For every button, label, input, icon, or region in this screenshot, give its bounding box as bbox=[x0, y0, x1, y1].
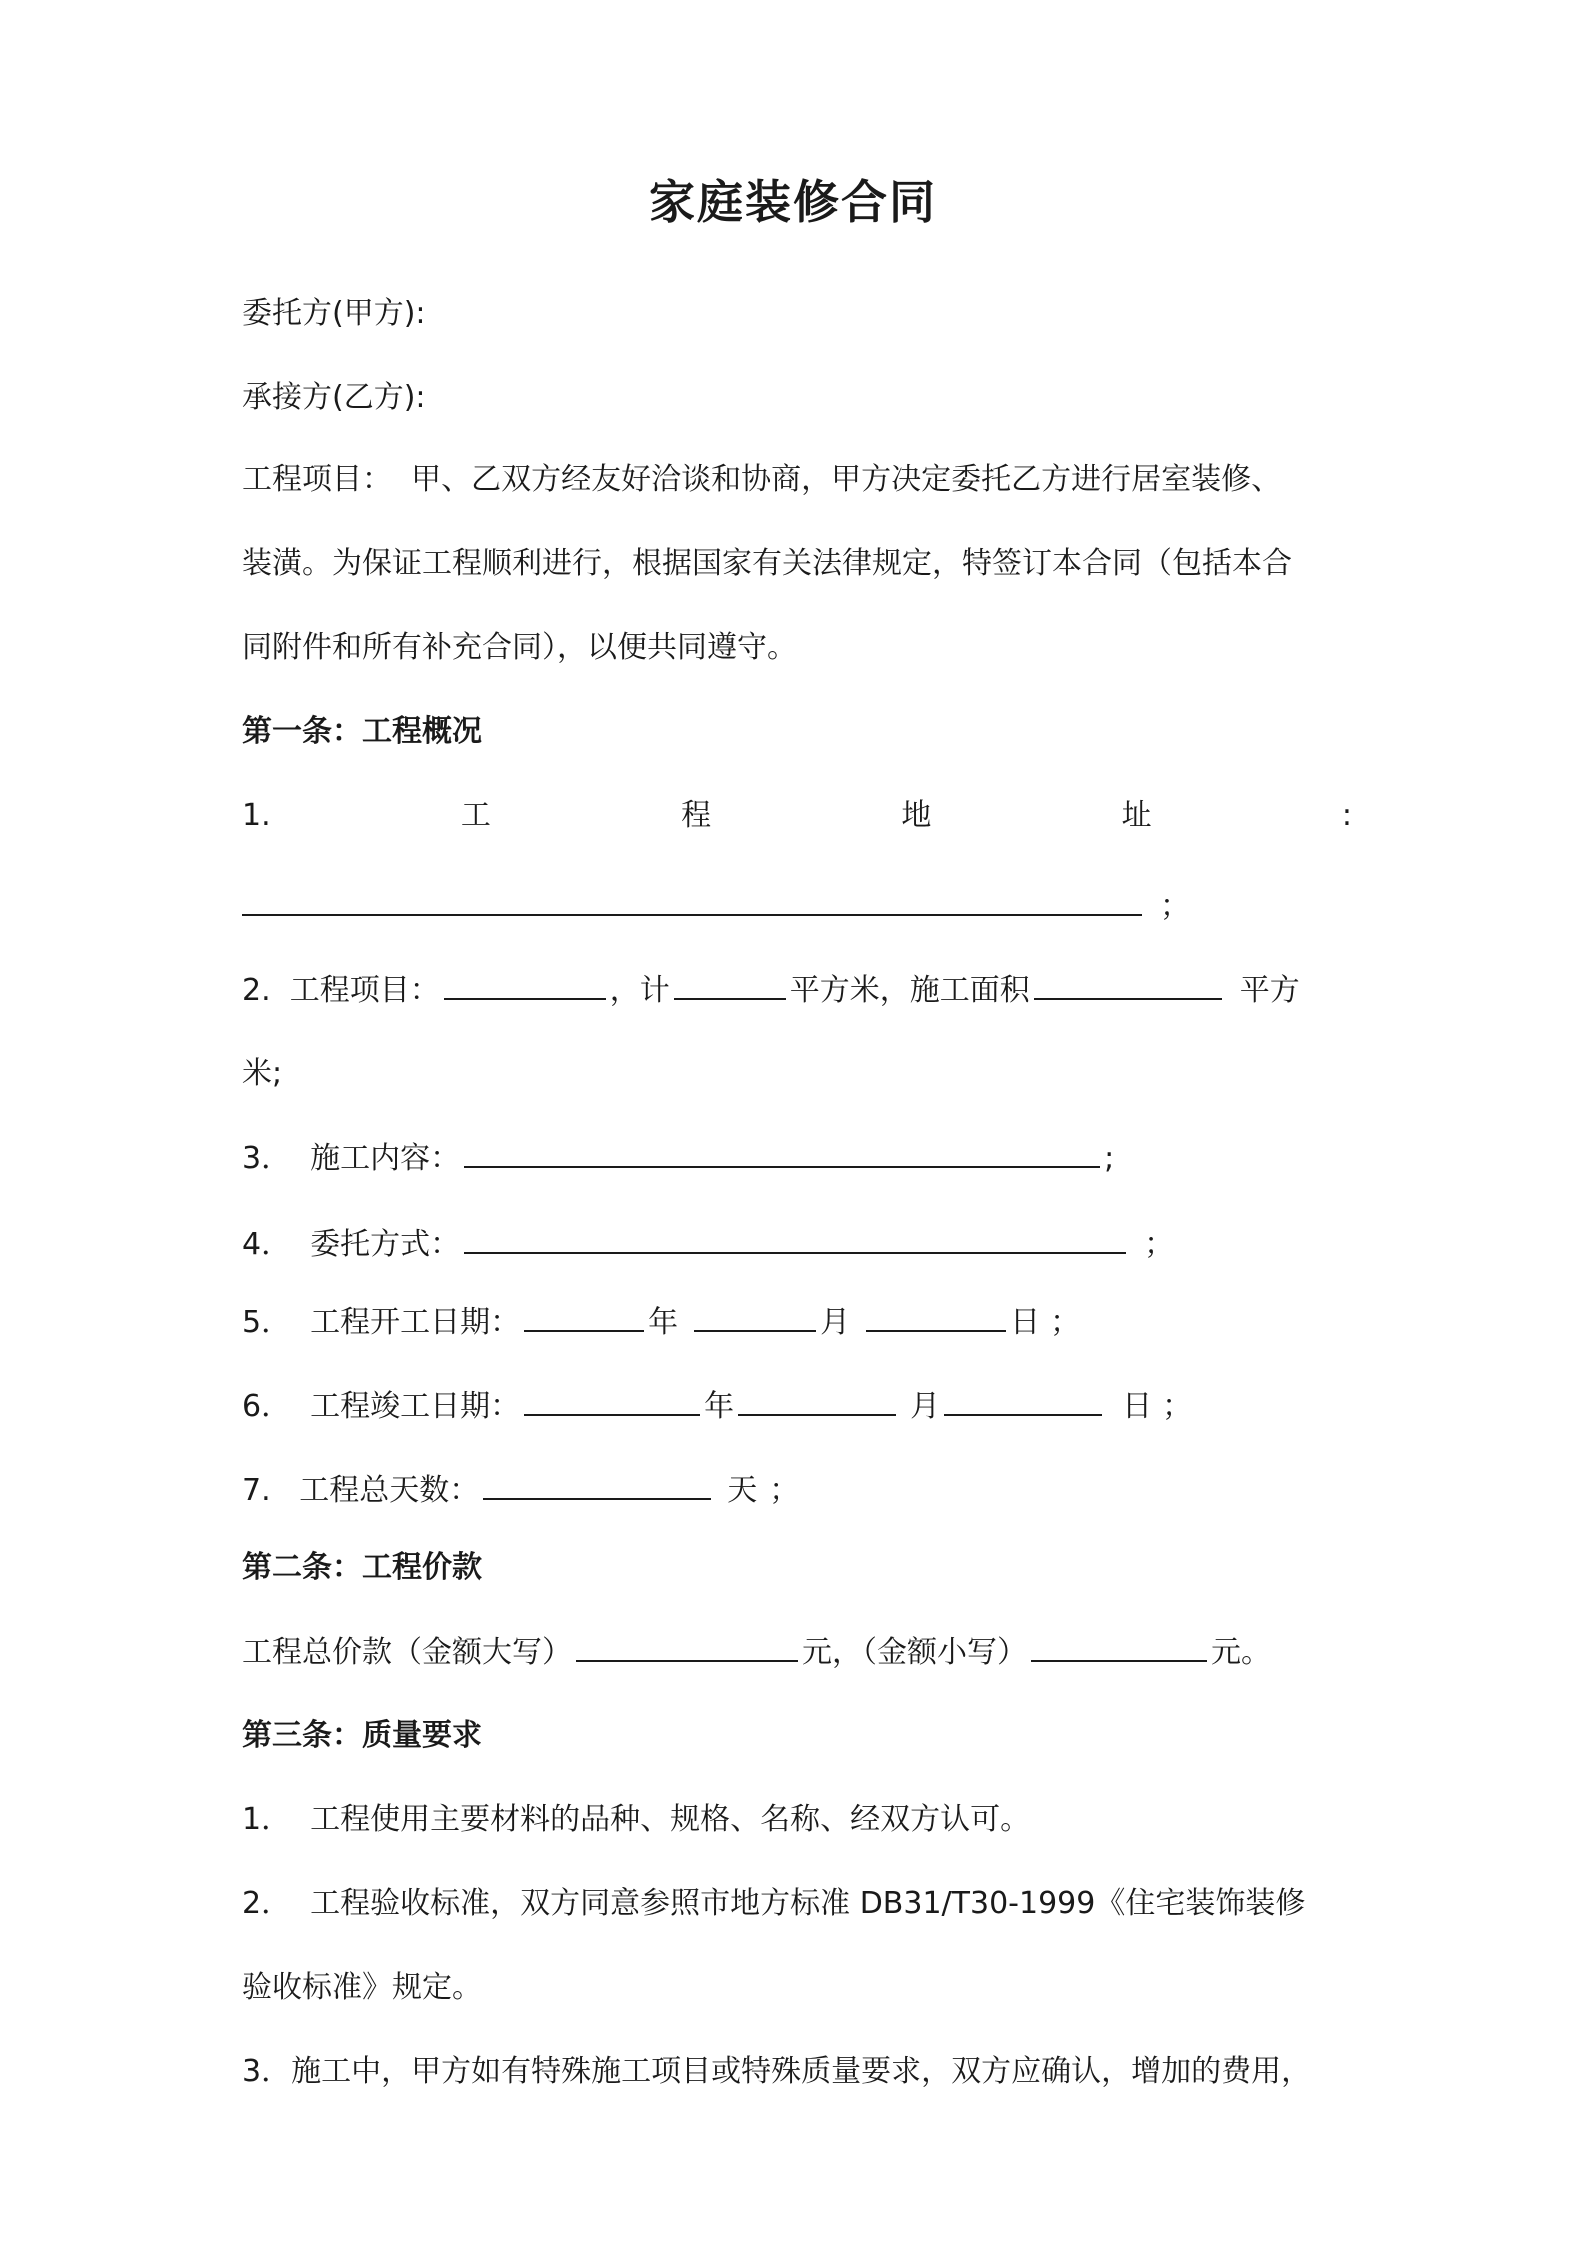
price-end: 元。 bbox=[1211, 1635, 1271, 1670]
price-line bbox=[242, 1630, 1352, 1675]
total-days-blank bbox=[483, 1468, 711, 1500]
item4-label: 4． 委托方式： bbox=[242, 1227, 461, 1262]
item6-label: 6． 工程竣工日期： bbox=[242, 1389, 521, 1424]
item3-end: ; bbox=[1104, 1141, 1115, 1176]
item1-char: 地 bbox=[901, 798, 932, 833]
item2-continuation: 米; bbox=[242, 1056, 283, 1091]
item1-char: 1. bbox=[242, 798, 271, 833]
project-blank bbox=[444, 968, 606, 1000]
area-blank bbox=[674, 968, 786, 1000]
item1-address-blank-line bbox=[242, 884, 1352, 929]
start-year-blank bbox=[524, 1300, 644, 1332]
end-month-blank bbox=[738, 1384, 896, 1416]
item1-address-label bbox=[242, 794, 1352, 838]
price-lowercase-blank bbox=[1031, 1630, 1207, 1662]
party-a-line: 委托方(甲方): bbox=[242, 296, 426, 331]
article-2-heading: 第二条：工程价款 bbox=[242, 1550, 482, 1585]
month-label: 月 bbox=[820, 1305, 851, 1340]
item6-end: ； bbox=[1162, 1389, 1193, 1424]
content-blank bbox=[464, 1136, 1100, 1168]
day-label: 日 bbox=[1122, 1389, 1153, 1424]
article3-item2: 2． 工程验收标准，双方同意参照市地方标准 DB31/T30-1999《住宅装饰装修 bbox=[242, 1886, 1306, 1921]
item1-char: : bbox=[1341, 798, 1352, 833]
party-b-line: 承接方(乙方): bbox=[242, 380, 426, 415]
end-year-blank bbox=[524, 1384, 700, 1416]
item2-line bbox=[242, 968, 1352, 1013]
intro-line-2: 装潢。为保证工程顺利进行，根据国家有关法律规定，特签订本合同（包括本合 bbox=[242, 546, 1292, 581]
start-month-blank bbox=[694, 1300, 816, 1332]
method-blank bbox=[464, 1222, 1126, 1254]
days-unit: 天 bbox=[727, 1473, 758, 1508]
day-label: 日 bbox=[1010, 1305, 1041, 1340]
item2-b: ，计 bbox=[609, 973, 670, 1008]
item2-label: 2. 工程项目： bbox=[242, 973, 440, 1008]
item5-label: 5． 工程开工日期： bbox=[242, 1305, 521, 1340]
article3-item2-continuation: 验收标准》规定。 bbox=[242, 1970, 482, 2005]
item3-label: 3． 施工内容： bbox=[242, 1141, 461, 1176]
item4-line bbox=[242, 1222, 1352, 1267]
price-lowercase-label: 元，（金额小写） bbox=[802, 1635, 1027, 1670]
address-blank bbox=[242, 884, 1142, 916]
item5-line bbox=[242, 1300, 1352, 1345]
item7-label: 7. 工程总天数： bbox=[242, 1473, 480, 1508]
item1-end: ； bbox=[1160, 889, 1190, 924]
year-label: 年 bbox=[704, 1389, 735, 1424]
article-1-heading: 第一条：工程概况 bbox=[242, 714, 482, 749]
item3-line bbox=[242, 1136, 1352, 1181]
article3-item1: 1． 工程使用主要材料的品种、规格、名称、经双方认可。 bbox=[242, 1802, 1031, 1837]
item4-end: ； bbox=[1144, 1227, 1175, 1262]
end-day-blank bbox=[944, 1384, 1102, 1416]
item7-line bbox=[242, 1468, 1352, 1513]
item6-line bbox=[242, 1384, 1352, 1429]
item2-c: 平方米，施工面积 bbox=[789, 973, 1030, 1008]
year-label: 年 bbox=[648, 1305, 679, 1340]
article3-item3: 3．施工中，甲方如有特殊施工项目或特殊质量要求，双方应确认，增加的费用， bbox=[242, 2054, 1312, 2089]
item7-end: ； bbox=[769, 1473, 800, 1508]
price-uppercase-label: 工程总价款（金额大写） bbox=[242, 1635, 572, 1670]
price-uppercase-blank bbox=[576, 1630, 798, 1662]
item5-end: ； bbox=[1050, 1305, 1081, 1340]
item1-char: 址 bbox=[1121, 798, 1152, 833]
article-3-heading: 第三条：质量要求 bbox=[242, 1718, 482, 1753]
intro-line-1: 工程项目： 甲、乙双方经友好洽谈和协商，甲方决定委托乙方进行居室装修、 bbox=[242, 462, 1282, 497]
start-day-blank bbox=[866, 1300, 1006, 1332]
construction-area-blank bbox=[1034, 968, 1222, 1000]
document-title: 家庭装修合同 bbox=[649, 175, 937, 229]
intro-line-3: 同附件和所有补充合同），以便共同遵守。 bbox=[242, 630, 797, 665]
item1-char: 程 bbox=[681, 798, 712, 833]
month-label: 月 bbox=[910, 1389, 941, 1424]
item2-d: 平方 bbox=[1239, 973, 1300, 1008]
item1-char: 工 bbox=[460, 798, 491, 833]
